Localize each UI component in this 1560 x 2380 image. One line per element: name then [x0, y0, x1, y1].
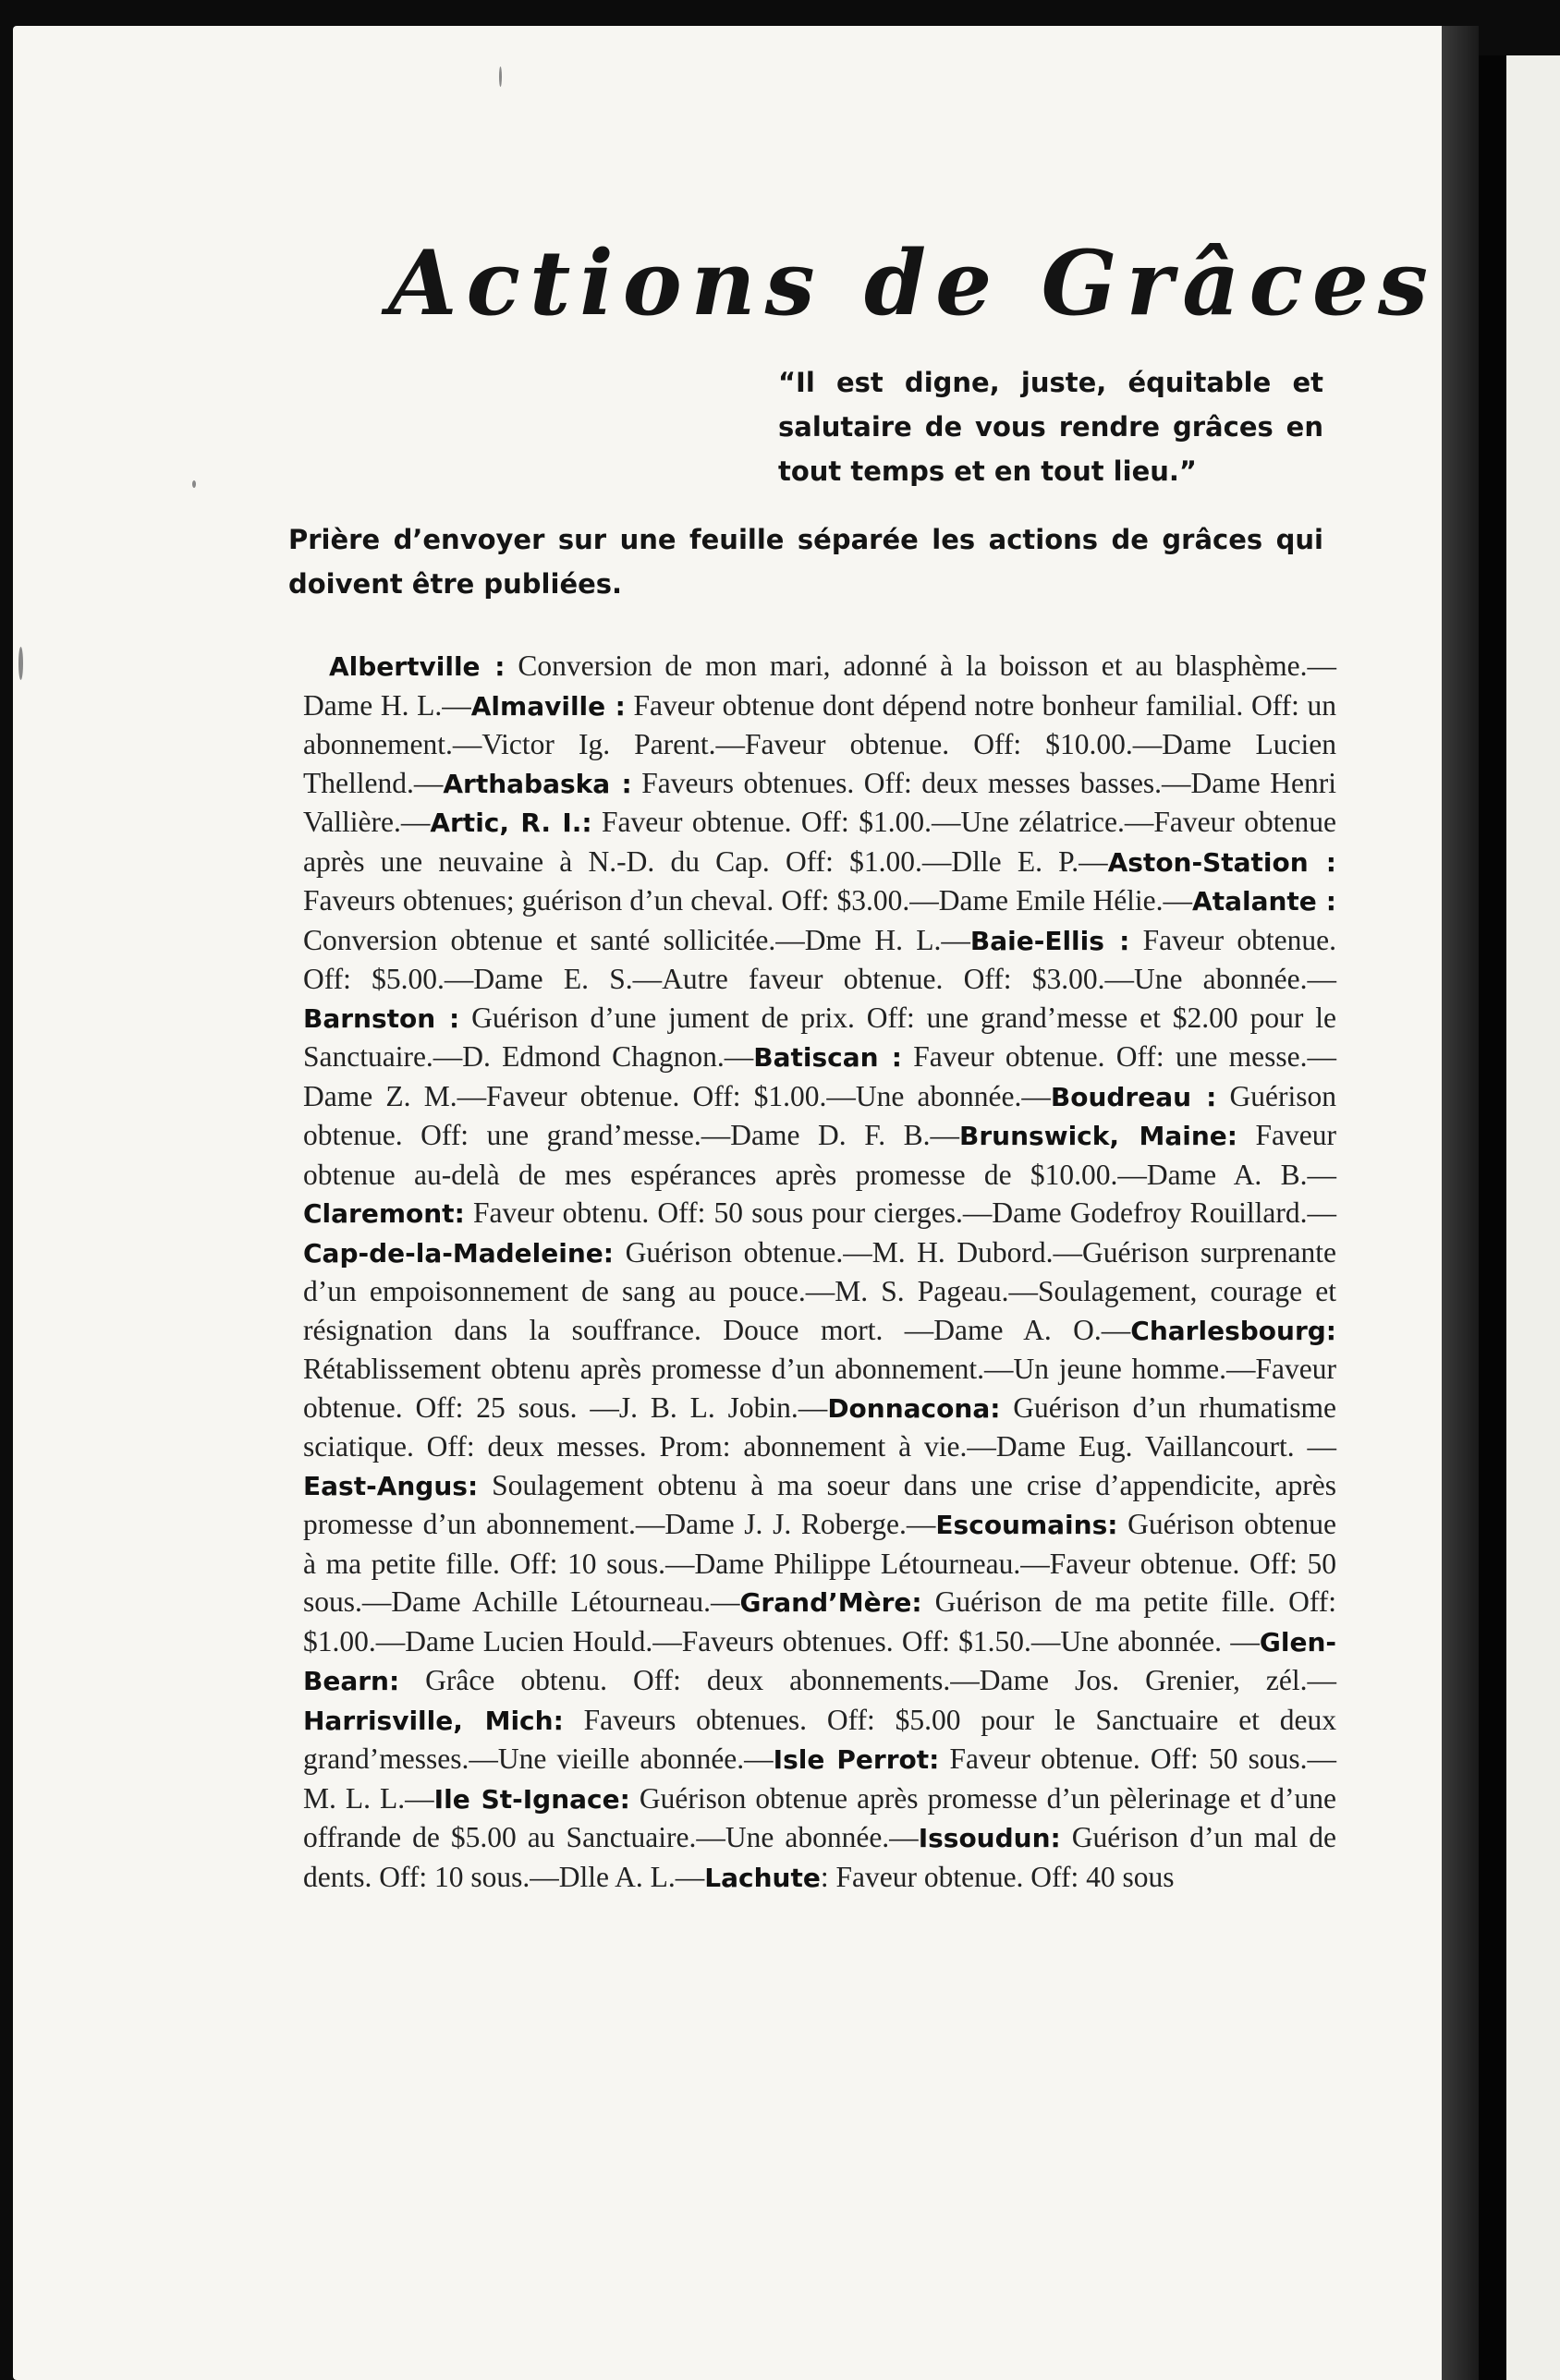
entry-text: Guérison obtenue.—M. H. Dubord.—Guérison surprenante d’un empoisonnement de sang au pouce.—M. S. Pageau.—Soulagement, courage et résignation dans la souffrance. Douce mort. —Dame A. O.—: [303, 1235, 1336, 1346]
entry-text: Rétablissement obtenu après promesse d’un abonnement.—Un jeune homme.—Faveur obtenue. Off: 25 sous. —J. B. L. Jobin.—: [303, 1353, 1336, 1424]
entry-place: Issoudun:: [918, 1823, 1061, 1853]
entry-text: Faveurs obtenues. Off: deux messes basses.—Dame Henri Vallière.—: [303, 766, 1336, 838]
scan-speck: [499, 67, 502, 87]
entry-place: Arthabaska :: [443, 768, 632, 799]
page-title: Actions de Grâces: [388, 231, 1438, 335]
entry-place: Baie-Ellis :: [969, 925, 1130, 956]
entry-text: Grâce obtenu. Off: deux abonnements.—Dame Jos. Grenier, zél.—: [399, 1664, 1336, 1696]
entry-place: Barnston :: [303, 1002, 460, 1034]
entry-text: Faveur obtenue. Off: $1.00.—Une zélatrice.—Faveur obtenue après une neuvaine à N.-D. du Cap. Off: $1.00.—Dlle E. P.—: [303, 806, 1336, 878]
entry-place: Aston-Station :: [1107, 846, 1336, 878]
entry-place: Lachute: [704, 1862, 821, 1893]
entry-text: Faveur obtenue dont dépend notre bonheur familial. Off: un abonnement.—Victor Ig. Parent.—Faveur obtenue. Off: $10.00.—Dame Lucien Thellend.—: [303, 688, 1336, 799]
entry-place: Grand’Mère:: [739, 1587, 922, 1618]
entry-text: Guérison obtenue. Off: une grand’messe.—Dame D. F. B.—: [303, 1079, 1336, 1151]
entry-place: Almaville :: [470, 690, 626, 722]
entry-text: Conversion obtenue et santé sollicitée.—Dme H. L.—: [303, 923, 970, 956]
entry-text: : Faveur obtenue. Off: 40 sous: [820, 1860, 1175, 1893]
entry-place: Glen-Bearn:: [303, 1626, 1336, 1696]
entry-place: East-Angus:: [303, 1470, 479, 1501]
scan-speck: [192, 480, 196, 488]
entry-place: Claremont:: [303, 1198, 465, 1229]
next-page-edge: [1479, 55, 1560, 2380]
entry-place: Harrisville, Mich:: [303, 1705, 564, 1736]
entry-place: Atalante :: [1192, 886, 1337, 917]
submission-notice: Prière d’envoyer sur une feuille séparée les actions de grâces qui doivent être publiées.: [288, 524, 1323, 600]
entry-place: Ile St-Ignace:: [433, 1783, 630, 1815]
entry-place: Isle Perrot:: [773, 1744, 940, 1775]
entry-place: Brunswick, Maine:: [959, 1121, 1237, 1151]
entry-text: Guérison d’un rhumatisme sciatique. Off: deux messes. Prom: abonnement à vie.—Dame Eug. Vaillancourt. —: [303, 1390, 1336, 1463]
entry-text: Guérison de ma petite fille. Off: $1.00.—Dame Lucien Hould.—Faveurs obtenues. Off: $1.50.—Une abonnée. —: [303, 1585, 1336, 1658]
entry-text: Guérison obtenue après promesse d’un pèlerinage et d’une offrande de $5.00 au Sanctuaire.—Une abonnée.—: [303, 1781, 1336, 1853]
entry-text: Faveur obtenu. Off: 50 sous pour cierges.—Dame Godefroy Rouillard.—: [464, 1196, 1336, 1229]
entry-text: Faveurs obtenues; guérison d’un cheval. Off: $3.00.—Dame Emile Hélie.—: [303, 884, 1193, 917]
entry-text: Faveurs obtenues. Off: $5.00 pour le Sanctuaire et deux grand’messes.—Une vieille abonnée.—: [303, 1703, 1336, 1775]
entry-text: Faveur obtenue. Off: une messe.—Dame Z. M.—Faveur obtenue. Off: $1.00.—Une abonnée.—: [303, 1040, 1336, 1112]
entry-place: Batiscan :: [753, 1042, 902, 1073]
entry-text: Conversion de mon mari, adonné à la boisson et au blasphème.—Dame H. L.—: [303, 650, 1336, 722]
entry-text: Faveur obtenue au-delà de mes espérances après promesse de $10.00.—Dame A. B.—: [303, 1119, 1336, 1191]
entry-place: Albertville :: [329, 651, 506, 682]
scan-speck: [18, 647, 23, 680]
entry-place: Cap-de-la-Madeleine:: [303, 1237, 614, 1269]
entry-place: Boudreau :: [1050, 1081, 1217, 1112]
entry-place: Artic, R. I.:: [430, 808, 592, 838]
entry-text: Soulagement obtenu à ma soeur dans une crise d’appendicite, après promesse d’un abonnement.—Dame J. J. Roberge.—: [303, 1468, 1336, 1540]
page-binding-shadow: [1442, 26, 1479, 2380]
entry-text: Guérison obtenue à ma petite fille. Off: 10 sous.—Dame Philippe Létourneau.—Faveur obtenue. Off: 50 sous.—Dame Achille Létourneau.—: [303, 1508, 1336, 1618]
entry-text: Faveur obtenue. Off: 50 sous.—M. L. L.—: [303, 1742, 1336, 1815]
entry-place: Escoumains:: [935, 1510, 1118, 1540]
epigraph-quote: “Il est digne, juste, équitable et salutaire de vous rendre grâces en tout temps et en tout lieu.”: [778, 367, 1323, 487]
entry-place: Donnacona:: [827, 1392, 1001, 1424]
entry-text: Faveur obtenue. Off: $5.00.—Dame E. S.—Autre faveur obtenue. Off: $3.00.—Une abonnée.—: [303, 923, 1336, 995]
entry-text: Guérison d’un mal de dents. Off: 10 sous.—Dlle A. L.—: [303, 1821, 1337, 1893]
entry-place: Charlesbourg:: [1130, 1315, 1336, 1346]
entry-text: Guérison d’une jument de prix. Off: une grand’messe et $2.00 pour le Sanctuaire.—D. Edmond Chagnon.—: [303, 1001, 1336, 1073]
thanksgiving-entries: [303, 647, 1336, 1897]
